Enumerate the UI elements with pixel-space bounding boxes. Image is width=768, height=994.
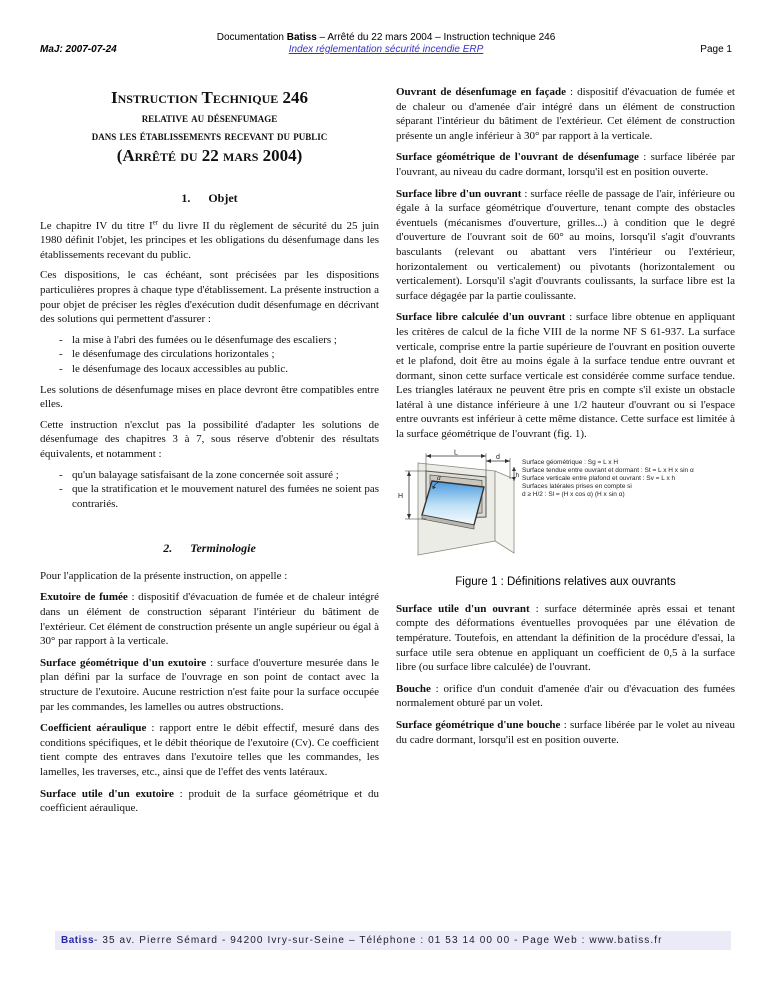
- section2-heading: [40, 541, 379, 556]
- term-definition: : surface libre obtenue en appliquant les critères de calcul de la fiche VIII de la norme NF S 61-937. La surface verticale, comprise entre la partie supérieure de l'ouvrant en position ouverte et le plafond, doit être au moins égale à la surface tendue entre ouvrant et dormant, sinon cette surface verticale est considérée comme surface tendue. Les triangles latéraux ne peuvent être pris en compte s'il existe un obstacle latéral à une distance inférieure à une 1/2 hauteur d'ouvrant ou si l'espace entre ouvrants est inférieur à cette même distance. Cette surface est limitée à la surface géométrique de l'ouvrant (fig. 1).: [396, 311, 735, 441]
- term-definition: : orifice d'un conduit d'amenée d'air ou d'évacuation des fumées normalement obturé par un volet.: [396, 682, 735, 710]
- list-dash: -: [59, 362, 63, 375]
- paragraph-text: Le chapitre IV du titre I: [40, 219, 153, 232]
- list-item: [40, 482, 379, 511]
- header-maj-date: MaJ: 2007-07-24: [40, 44, 117, 55]
- dim-H-label: H: [398, 492, 404, 500]
- dim-alpha-label: α: [437, 474, 441, 482]
- header-page-number: Page 1: [700, 44, 732, 55]
- header-doc-title-suffix: – Arrêté du 22 mars 2004 – Instruction technique 246: [316, 32, 556, 43]
- title-line3: dans les établissements recevant du public: [91, 128, 328, 143]
- header-doc-title-prefix: Documentation: [216, 32, 287, 43]
- term-paragraph: [396, 85, 735, 143]
- formula-line: Surface géométrique : Sg = L x H: [522, 458, 619, 466]
- paragraph: Les solutions de désenfumage mises en place devront être compatibles entre elles.: [40, 383, 379, 411]
- figure-1: [396, 449, 735, 570]
- term-paragraph: [396, 187, 735, 304]
- term-definition: : rapport entre le débit effectif, mesuré dans des conditions spécifiques, et le débit théorique de l'exutoire (Cv). Ce coefficient tient compte des entraves dans l'exutoire telles que les commandes, les lamelles, les traverses, etc., ainsi que de l'effet des vents latéraux.: [40, 722, 379, 778]
- term-definition: : surface libérée par le volet au niveau du cadre dormant, lorsqu'il est en position ouverte.: [396, 719, 735, 746]
- dim-h-label: h: [515, 471, 520, 479]
- window-diagram: [396, 449, 520, 570]
- list-item-text: que la stratification et le mouvement naturel des fumées ne soient pas contrariés.: [72, 483, 379, 510]
- paragraph: Ces dispositions, le cas échéant, sont précisées par les dispositions particulières propres à chaque type d'établissement. La présente instruction a pour objet de préciser les règles d'exécution dudit désenfumage en décrivant des solutions qui permettent d'assurer :: [40, 269, 379, 326]
- list-item: [40, 468, 379, 483]
- title-line2: relative au désenfumage: [141, 111, 278, 125]
- section1-number: 1.: [181, 191, 191, 205]
- header-row2: [40, 44, 732, 55]
- list-dash: -: [59, 468, 63, 481]
- term-paragraph: [396, 682, 735, 711]
- section1-heading: [40, 191, 379, 206]
- term-definition: : surface réelle de passage de l'air, inférieure ou égale à la surface géométrique d'ouverture, tenant compte des obstacles éventuels (mécanismes d'ouverture, grilles...) à condition que le degré d'ouverture de l'ouvrant soit de 60° au moins, lorsqu'il s'agit d'ouvrants basculants (relevant ou abattant vers l'intérieur ou l'extérieur, horizontalement ou verticalement) ou pivotants (horizontalement ou verticalement). Lorsqu'il s'agit d'ouvrants coulissants, la surface libre est la surface dégagée par la partie coulissante.: [396, 187, 735, 302]
- term-definition: : produit de la surface géométrique et du coefficient aéraulique.: [40, 787, 380, 815]
- main-content: [40, 85, 736, 823]
- term-paragraph: [396, 602, 735, 675]
- term-definition: : surface déterminée après essai et tenant compte des déformations éventuelles provoquées par une élévation de température. Toutefois, en attendant la définition de la procédure d'essai, la surface utile sera obtenue en appliquant un coefficient de 0,5 à la surface libre (ou surface libre calculée) de l'ouvrant.: [396, 602, 736, 674]
- list-item: [40, 362, 379, 377]
- page-footer: [55, 931, 731, 950]
- right-column: [396, 85, 735, 754]
- term-paragraph: [40, 721, 379, 779]
- footer-brand: Batiss: [61, 935, 95, 946]
- term-definition: : dispositif d'évacuation de fumée et de chaleur intégré dans un élément de construction séparant l'intérieur du bâtiment de l'extérieur. Cet élément de construction présente un angle supérieur ou égal à 30° par rapport à la verticale.: [40, 591, 379, 648]
- term-name: Surface géométrique d'un exutoire: [40, 656, 207, 669]
- header-doc-title: [40, 32, 732, 43]
- dim-d-label: d: [496, 453, 500, 461]
- section2-label: Terminologie: [190, 541, 256, 556]
- formula-line: d ≥ H/2 : Sl = (H x cos α) (H x sin α): [522, 490, 625, 498]
- term-name: Surface libre calculée d'un ouvrant: [396, 311, 566, 324]
- term-name: Surface libre d'un ouvrant: [396, 187, 522, 200]
- list-item: [40, 347, 379, 362]
- window-diagram-svg: [396, 449, 520, 565]
- list-item-text: qu'un balayage satisfaisant de la zone concernée soit assuré ;: [72, 468, 339, 481]
- list-dash: -: [59, 333, 63, 346]
- footer-text: - 35 av. Pierre Sémard - 94200 Ivry-sur-Seine – Téléphone : 01 53 14 00 00 - Page Web : www.batiss.fr: [94, 935, 663, 946]
- term-name: Surface géométrique de l'ouvrant de désenfumage: [396, 151, 639, 164]
- index-reglementation-link[interactable]: Index réglementation sécurité incendie ERP: [288, 44, 484, 55]
- section1-label: Objet: [208, 191, 238, 205]
- paragraph: [40, 219, 379, 263]
- term-name: Bouche: [396, 682, 431, 695]
- term-name: Surface utile d'un exutoire: [40, 787, 174, 800]
- header-brand: Batiss: [286, 32, 317, 43]
- term-name: Surface géométrique d'une bouche: [396, 719, 561, 731]
- term-paragraph: [40, 590, 379, 648]
- term-name: Coefficient aéraulique: [40, 722, 147, 735]
- paragraph-text: du livre II du règlement de sécurité du 25 juin 1980 définit l'objet, les principes et les obligations du désenfumage dans les établissements recevant du public.: [40, 219, 379, 261]
- paragraph: Pour l'application de la présente instruction, on appelle :: [40, 569, 288, 582]
- list-dash: -: [59, 348, 63, 361]
- figure-caption: Figure 1 : Définitions relatives aux ouvrants: [455, 576, 676, 589]
- formula-line: Surface verticale entre plafond et ouvrant : Sv = L x h: [522, 474, 676, 482]
- term-paragraph: [396, 310, 735, 441]
- formula-line: Surfaces latérales prises en compte si: [522, 482, 632, 490]
- list-item-text: la mise à l'abri des fumées ou le désenfumage des escaliers ;: [72, 333, 337, 346]
- section2-number: 2.: [163, 541, 173, 556]
- title-line4: (Arrêté du 22 mars 2004): [116, 146, 303, 165]
- page-header: [40, 32, 732, 55]
- title-line1: Instruction Technique 246: [110, 88, 308, 107]
- list-item: [40, 333, 379, 348]
- dim-L-label: L: [454, 449, 458, 457]
- term-paragraph: [40, 787, 379, 816]
- term-name: Surface utile d'un ouvrant: [396, 602, 530, 615]
- term-name: Ouvrant de désenfumage en façade: [396, 86, 567, 98]
- document-title: [40, 87, 379, 167]
- paragraph: Cette instruction n'exclut pas la possibilité d'adapter les solutions de désenfumage des chapitres 3 à 7, sous réserve d'obtenir des résultats équivalents, et notamment :: [40, 418, 379, 460]
- term-name: Exutoire de fumée: [40, 591, 128, 604]
- term-paragraph: [396, 718, 735, 747]
- term-definition: : surface libérée par l'ouvrant, au niveau du cadre dormant, lorsqu'il est en position ouverte.: [396, 151, 735, 178]
- term-definition: : surface d'ouverture mesurée dans le plan défini par la surface de l'ouvrage en son point de contact avec la structure de l'exutoire. Aucune restriction n'est faite pour la surface occupée par les commandes, les lamelles ou autres obstructions.: [40, 656, 380, 713]
- figure-formulas: [522, 459, 694, 570]
- list-item-text: le désenfumage des locaux accessibles au public.: [72, 362, 288, 375]
- superscript-er: er: [152, 217, 159, 226]
- left-column: [40, 85, 379, 823]
- term-definition: : dispositif d'évacuation de fumée et de chaleur ou d'amenée d'air intégré dans un élément de construction séparant l'intérieur du bâtiment de l'extérieur. Cet élément de construction présente un angle inférieur à 30° par rapport à la verticale.: [396, 86, 735, 142]
- term-paragraph: [396, 150, 735, 179]
- formula-line: Surface tendue entre ouvrant et dormant : St = L x H x sin α: [522, 466, 694, 474]
- term-paragraph: [40, 656, 379, 714]
- list-dash: -: [59, 483, 63, 496]
- list-item-text: le désenfumage des circulations horizontales ;: [72, 348, 275, 361]
- header-index-link-wrap: [190, 44, 582, 55]
